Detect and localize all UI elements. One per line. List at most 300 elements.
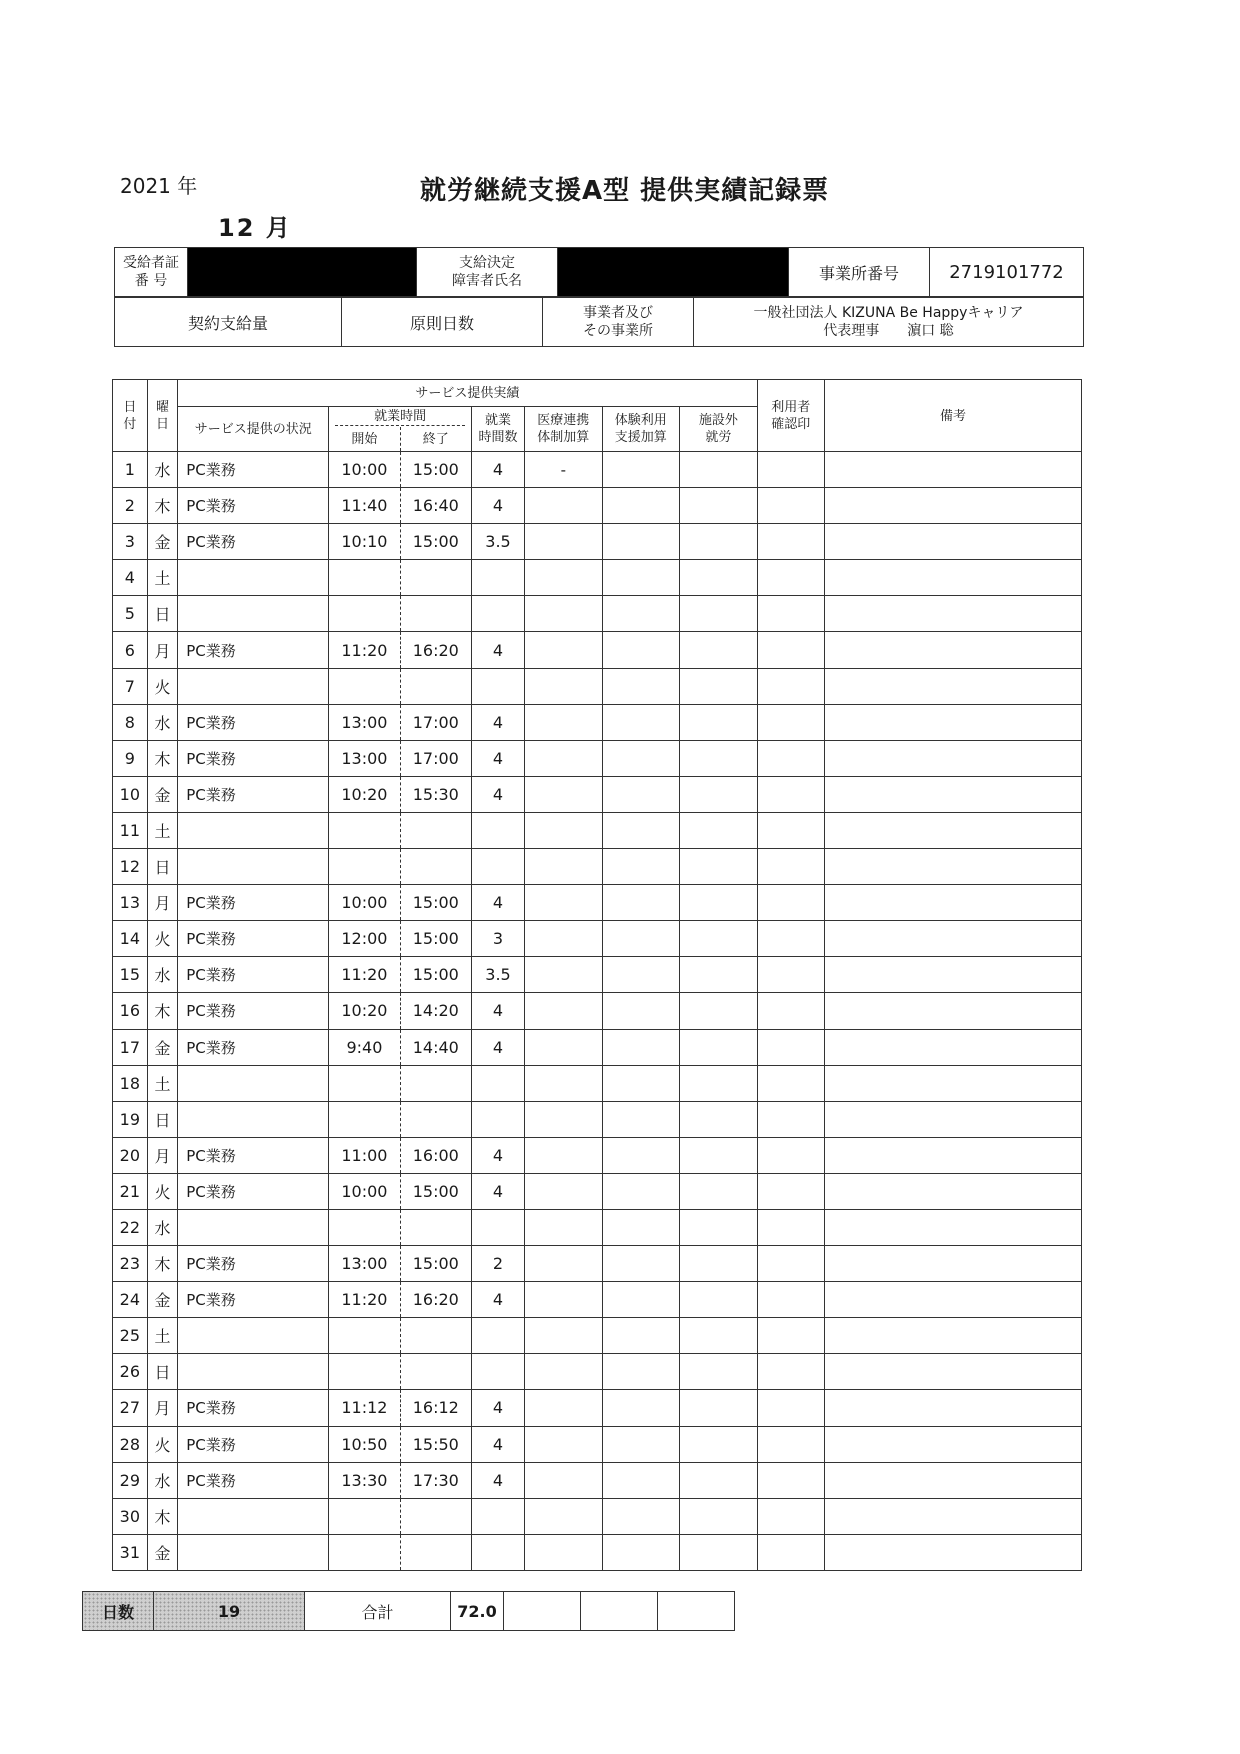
row-weekday: 月 <box>147 1390 178 1426</box>
row-service: PC業務 <box>178 740 329 776</box>
row-remarks <box>824 1534 1081 1570</box>
table-row <box>113 1354 1082 1390</box>
row-medical <box>525 776 603 812</box>
col-outside: 施設外 就労 <box>680 407 758 452</box>
row-outside <box>680 1498 758 1534</box>
col-remarks: 備考 <box>824 380 1081 452</box>
record-table <box>112 379 1082 1571</box>
row-day: 1 <box>113 452 148 488</box>
row-remarks <box>824 524 1081 560</box>
row-work-hours <box>472 1101 525 1137</box>
row-remarks <box>824 1101 1081 1137</box>
recipient-no-redacted <box>188 248 417 297</box>
row-outside <box>680 921 758 957</box>
row-trial <box>602 524 680 560</box>
row-user-confirm <box>757 524 824 560</box>
table-row <box>113 668 1082 704</box>
row-start-time: 10:00 <box>329 452 400 488</box>
total-medical <box>504 1592 581 1631</box>
row-work-hours: 3.5 <box>472 957 525 993</box>
table-row <box>113 1101 1082 1137</box>
row-work-hours <box>472 1498 525 1534</box>
row-outside <box>680 596 758 632</box>
row-day: 4 <box>113 560 148 596</box>
row-user-confirm <box>757 885 824 921</box>
row-service <box>178 1534 329 1570</box>
row-weekday: 水 <box>147 704 178 740</box>
row-medical <box>525 812 603 848</box>
row-remarks <box>824 921 1081 957</box>
row-service <box>178 1354 329 1390</box>
row-work-hours: 4 <box>472 1462 525 1498</box>
row-end-time: 16:12 <box>400 1390 471 1426</box>
row-start-time: 9:40 <box>329 1029 400 1065</box>
table-row <box>113 1209 1082 1245</box>
row-outside <box>680 1137 758 1173</box>
row-user-confirm <box>757 957 824 993</box>
row-trial <box>602 1173 680 1209</box>
row-trial <box>602 849 680 885</box>
row-user-confirm <box>757 488 824 524</box>
row-start-time <box>329 596 400 632</box>
row-remarks <box>824 1318 1081 1354</box>
table-row <box>113 1282 1082 1318</box>
row-medical <box>525 1137 603 1173</box>
row-work-hours: 4 <box>472 1390 525 1426</box>
row-day: 22 <box>113 1209 148 1245</box>
row-medical <box>525 488 603 524</box>
operator-name: 一般社団法人 KIZUNA Be Happyキャリア <box>753 305 1024 321</box>
row-day: 6 <box>113 632 148 668</box>
recipient-no-label: 受給者証 番 号 <box>115 248 188 297</box>
row-end-time <box>400 1101 471 1137</box>
col-work-time-label: 就業時間 <box>374 409 427 424</box>
col-work-time <box>329 407 472 428</box>
row-work-hours: 3.5 <box>472 524 525 560</box>
row-medical <box>525 1246 603 1282</box>
row-work-hours: 4 <box>472 993 525 1029</box>
row-trial <box>602 1390 680 1426</box>
table-row <box>113 524 1082 560</box>
total-value: 72.0 <box>451 1592 504 1631</box>
contract-label: 契約支給量 <box>115 298 342 347</box>
row-start-time <box>329 849 400 885</box>
row-day: 30 <box>113 1498 148 1534</box>
row-outside <box>680 1426 758 1462</box>
row-medical <box>525 524 603 560</box>
row-start-time: 13:00 <box>329 740 400 776</box>
row-trial <box>602 1534 680 1570</box>
row-user-confirm <box>757 740 824 776</box>
row-work-hours: 4 <box>472 1426 525 1462</box>
row-service: PC業務 <box>178 776 329 812</box>
row-work-hours: 4 <box>472 488 525 524</box>
table-row <box>113 921 1082 957</box>
row-user-confirm <box>757 1065 824 1101</box>
row-service <box>178 1209 329 1245</box>
table-row <box>113 885 1082 921</box>
row-outside <box>680 452 758 488</box>
row-work-hours <box>472 560 525 596</box>
row-day: 17 <box>113 1029 148 1065</box>
row-remarks <box>824 668 1081 704</box>
row-remarks <box>824 560 1081 596</box>
row-weekday: 金 <box>147 776 178 812</box>
row-service <box>178 849 329 885</box>
table-row <box>113 1029 1082 1065</box>
row-service: PC業務 <box>178 1282 329 1318</box>
row-weekday: 木 <box>147 1246 178 1282</box>
table-row <box>113 452 1082 488</box>
row-day: 12 <box>113 849 148 885</box>
row-outside <box>680 885 758 921</box>
row-medical <box>525 1101 603 1137</box>
row-weekday: 水 <box>147 452 178 488</box>
row-work-hours: 4 <box>472 1173 525 1209</box>
row-weekday: 日 <box>147 596 178 632</box>
row-day: 13 <box>113 885 148 921</box>
row-day: 16 <box>113 993 148 1029</box>
row-service <box>178 668 329 704</box>
row-trial <box>602 1426 680 1462</box>
row-outside <box>680 849 758 885</box>
row-remarks <box>824 812 1081 848</box>
row-day: 18 <box>113 1065 148 1101</box>
row-start-time: 10:00 <box>329 1173 400 1209</box>
row-trial <box>602 704 680 740</box>
row-medical <box>525 560 603 596</box>
row-remarks <box>824 1354 1081 1390</box>
row-start-time: 12:00 <box>329 921 400 957</box>
operator-cell <box>694 298 1084 347</box>
row-remarks <box>824 1029 1081 1065</box>
total-label: 合計 <box>305 1592 451 1631</box>
row-start-time <box>329 812 400 848</box>
table-row <box>113 1534 1082 1570</box>
row-outside <box>680 524 758 560</box>
row-trial <box>602 1462 680 1498</box>
row-weekday: 日 <box>147 1354 178 1390</box>
row-end-time: 15:00 <box>400 452 471 488</box>
work-time-divider <box>335 425 465 426</box>
row-trial <box>602 488 680 524</box>
row-user-confirm <box>757 776 824 812</box>
row-user-confirm <box>757 668 824 704</box>
col-service-status: サービス提供の状況 <box>178 407 329 452</box>
row-medical <box>525 1282 603 1318</box>
row-service: PC業務 <box>178 632 329 668</box>
table-row <box>113 488 1082 524</box>
row-outside <box>680 957 758 993</box>
row-start-time: 13:30 <box>329 1462 400 1498</box>
row-medical: - <box>525 452 603 488</box>
table-row <box>113 812 1082 848</box>
row-service <box>178 812 329 848</box>
row-day: 3 <box>113 524 148 560</box>
row-service <box>178 560 329 596</box>
row-end-time: 17:00 <box>400 704 471 740</box>
table-row <box>113 1065 1082 1101</box>
row-work-hours: 4 <box>472 1137 525 1173</box>
row-work-hours <box>472 1354 525 1390</box>
row-remarks <box>824 849 1081 885</box>
row-service: PC業務 <box>178 1426 329 1462</box>
row-end-time: 17:30 <box>400 1462 471 1498</box>
row-weekday: 金 <box>147 524 178 560</box>
row-user-confirm <box>757 812 824 848</box>
row-user-confirm <box>757 1426 824 1462</box>
row-work-hours <box>472 1065 525 1101</box>
col-day: 日 付 <box>113 380 148 452</box>
row-user-confirm <box>757 560 824 596</box>
row-day: 27 <box>113 1390 148 1426</box>
row-outside <box>680 776 758 812</box>
recipient-name-redacted <box>558 248 789 297</box>
row-outside <box>680 1029 758 1065</box>
row-end-time: 15:30 <box>400 776 471 812</box>
row-weekday: 月 <box>147 632 178 668</box>
row-day: 25 <box>113 1318 148 1354</box>
row-remarks <box>824 1065 1081 1101</box>
row-service <box>178 1318 329 1354</box>
row-medical <box>525 849 603 885</box>
row-end-time: 15:00 <box>400 524 471 560</box>
row-day: 8 <box>113 704 148 740</box>
month-label: 12 月 <box>218 214 292 242</box>
operator-rep: 代表理事 濵口 聡 <box>823 323 954 339</box>
table-row <box>113 1318 1082 1354</box>
row-medical <box>525 1390 603 1426</box>
row-user-confirm <box>757 1318 824 1354</box>
row-day: 19 <box>113 1101 148 1137</box>
row-end-time <box>400 812 471 848</box>
row-work-hours <box>472 668 525 704</box>
row-medical <box>525 596 603 632</box>
row-end-time <box>400 596 471 632</box>
row-remarks <box>824 632 1081 668</box>
row-end-time: 16:20 <box>400 1282 471 1318</box>
office-no: 2719101772 <box>930 248 1084 297</box>
row-start-time <box>329 560 400 596</box>
col-trial: 体験利用 支援加算 <box>602 407 680 452</box>
table-row <box>113 993 1082 1029</box>
col-medical: 医療連携 体制加算 <box>525 407 603 452</box>
row-remarks <box>824 740 1081 776</box>
row-day: 26 <box>113 1354 148 1390</box>
row-start-time: 11:20 <box>329 1282 400 1318</box>
row-end-time <box>400 560 471 596</box>
row-end-time: 15:00 <box>400 1246 471 1282</box>
footer-table <box>82 1591 735 1631</box>
row-medical <box>525 1173 603 1209</box>
row-weekday: 水 <box>147 957 178 993</box>
row-remarks <box>824 1282 1081 1318</box>
row-start-time: 11:12 <box>329 1390 400 1426</box>
col-user-confirm: 利用者 確認印 <box>757 380 824 452</box>
row-remarks <box>824 452 1081 488</box>
table-row <box>113 849 1082 885</box>
row-outside <box>680 1065 758 1101</box>
row-start-time <box>329 1534 400 1570</box>
operator-label: 事業者及び その事業所 <box>543 298 694 347</box>
row-start-time: 10:50 <box>329 1426 400 1462</box>
office-no-label: 事業所番号 <box>789 248 930 297</box>
row-trial <box>602 632 680 668</box>
row-day: 10 <box>113 776 148 812</box>
row-end-time <box>400 1065 471 1101</box>
row-start-time <box>329 668 400 704</box>
row-remarks <box>824 1173 1081 1209</box>
row-weekday: 水 <box>147 1462 178 1498</box>
row-weekday: 木 <box>147 740 178 776</box>
row-start-time: 10:00 <box>329 885 400 921</box>
row-trial <box>602 1029 680 1065</box>
row-work-hours <box>472 1534 525 1570</box>
row-medical <box>525 632 603 668</box>
row-remarks <box>824 1426 1081 1462</box>
row-work-hours: 4 <box>472 740 525 776</box>
row-start-time: 13:00 <box>329 704 400 740</box>
row-user-confirm <box>757 632 824 668</box>
row-start-time <box>329 1354 400 1390</box>
row-end-time <box>400 668 471 704</box>
row-weekday: 土 <box>147 1318 178 1354</box>
row-weekday: 土 <box>147 560 178 596</box>
row-day: 29 <box>113 1462 148 1498</box>
row-start-time <box>329 1065 400 1101</box>
row-service <box>178 596 329 632</box>
row-trial <box>602 1101 680 1137</box>
row-end-time: 14:20 <box>400 993 471 1029</box>
row-user-confirm <box>757 704 824 740</box>
row-start-time: 10:10 <box>329 524 400 560</box>
row-outside <box>680 668 758 704</box>
row-weekday: 金 <box>147 1282 178 1318</box>
row-outside <box>680 1282 758 1318</box>
row-work-hours <box>472 596 525 632</box>
row-day: 15 <box>113 957 148 993</box>
row-end-time <box>400 849 471 885</box>
table-row <box>113 596 1082 632</box>
row-outside <box>680 1462 758 1498</box>
col-service-record: サービス提供実績 <box>178 380 757 407</box>
row-service: PC業務 <box>178 488 329 524</box>
row-service: PC業務 <box>178 993 329 1029</box>
row-user-confirm <box>757 596 824 632</box>
row-day: 21 <box>113 1173 148 1209</box>
row-service: PC業務 <box>178 1137 329 1173</box>
row-weekday: 金 <box>147 1029 178 1065</box>
row-end-time <box>400 1209 471 1245</box>
row-work-hours: 4 <box>472 885 525 921</box>
row-user-confirm <box>757 1246 824 1282</box>
table-row <box>113 704 1082 740</box>
row-user-confirm <box>757 1209 824 1245</box>
row-medical <box>525 668 603 704</box>
col-end: 終了 <box>400 427 471 452</box>
year-label: 2021 年 <box>120 174 198 198</box>
row-user-confirm <box>757 452 824 488</box>
row-end-time: 15:00 <box>400 921 471 957</box>
col-work-hours: 就業 時間数 <box>472 407 525 452</box>
row-trial <box>602 812 680 848</box>
row-work-hours: 4 <box>472 632 525 668</box>
days-label: 日数 <box>83 1592 154 1631</box>
table-row <box>113 1426 1082 1462</box>
row-work-hours <box>472 1209 525 1245</box>
row-outside <box>680 1101 758 1137</box>
row-day: 11 <box>113 812 148 848</box>
row-weekday: 土 <box>147 812 178 848</box>
row-end-time <box>400 1318 471 1354</box>
row-remarks <box>824 1246 1081 1282</box>
row-outside <box>680 632 758 668</box>
table-row <box>113 957 1082 993</box>
row-remarks <box>824 957 1081 993</box>
row-trial <box>602 1498 680 1534</box>
row-weekday: 月 <box>147 885 178 921</box>
row-start-time: 10:20 <box>329 776 400 812</box>
row-user-confirm <box>757 993 824 1029</box>
row-remarks <box>824 1462 1081 1498</box>
row-start-time: 11:20 <box>329 632 400 668</box>
row-user-confirm <box>757 1354 824 1390</box>
row-work-hours <box>472 1318 525 1354</box>
row-trial <box>602 452 680 488</box>
row-service: PC業務 <box>178 452 329 488</box>
row-weekday: 日 <box>147 849 178 885</box>
row-day: 2 <box>113 488 148 524</box>
table-row <box>113 1246 1082 1282</box>
row-trial <box>602 1209 680 1245</box>
row-day: 20 <box>113 1137 148 1173</box>
row-trial <box>602 885 680 921</box>
row-remarks <box>824 596 1081 632</box>
recipient-name-label: 支給決定 障害者氏名 <box>417 248 558 297</box>
row-start-time: 11:00 <box>329 1137 400 1173</box>
days-value: 19 <box>154 1592 305 1631</box>
row-weekday: 火 <box>147 921 178 957</box>
row-weekday: 水 <box>147 1209 178 1245</box>
row-outside <box>680 1173 758 1209</box>
table-row <box>113 1462 1082 1498</box>
row-day: 24 <box>113 1282 148 1318</box>
row-outside <box>680 704 758 740</box>
row-start-time <box>329 1209 400 1245</box>
row-remarks <box>824 1137 1081 1173</box>
row-medical <box>525 1426 603 1462</box>
row-remarks <box>824 776 1081 812</box>
total-outside <box>658 1592 735 1631</box>
row-remarks <box>824 1498 1081 1534</box>
row-day: 14 <box>113 921 148 957</box>
row-day: 7 <box>113 668 148 704</box>
row-user-confirm <box>757 1390 824 1426</box>
row-service: PC業務 <box>178 524 329 560</box>
row-outside <box>680 1534 758 1570</box>
row-medical <box>525 1029 603 1065</box>
row-start-time <box>329 1101 400 1137</box>
row-medical <box>525 1354 603 1390</box>
row-start-time <box>329 1498 400 1534</box>
row-trial <box>602 1318 680 1354</box>
row-service: PC業務 <box>178 1462 329 1498</box>
row-service: PC業務 <box>178 1246 329 1282</box>
info-table <box>114 247 1084 297</box>
row-day: 5 <box>113 596 148 632</box>
row-trial <box>602 1246 680 1282</box>
row-medical <box>525 1065 603 1101</box>
